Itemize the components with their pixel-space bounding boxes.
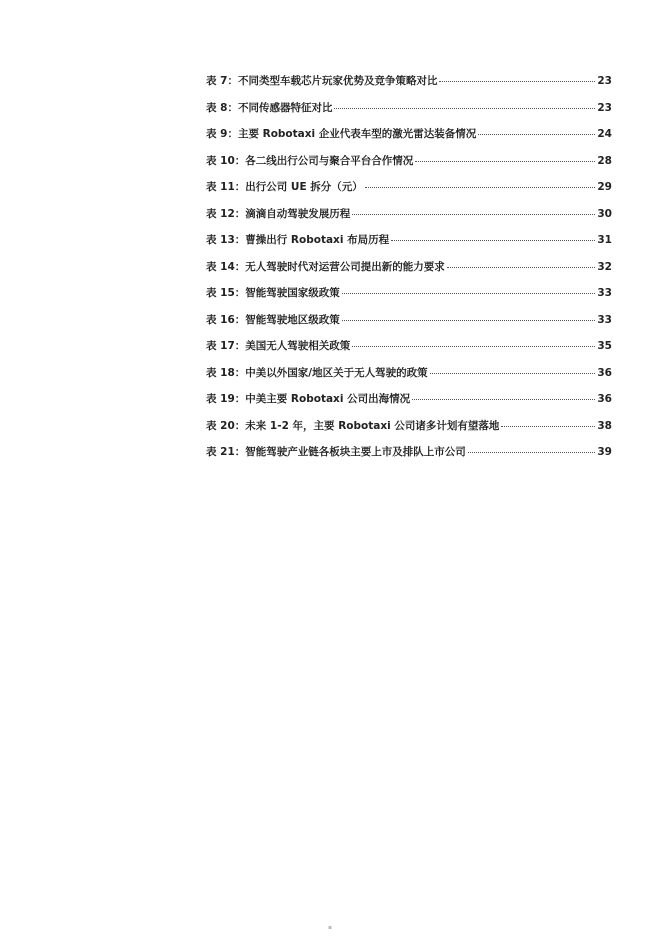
toc-entry-label: 表 8：不同传感器特征对比 bbox=[206, 101, 333, 114]
toc-entry-page: 23 bbox=[597, 75, 612, 87]
toc-entry-page: 35 bbox=[597, 340, 612, 352]
toc-entry-page: 29 bbox=[597, 181, 612, 193]
dot-leader bbox=[365, 187, 596, 188]
toc-entry-label: 表 11：出行公司 UE 拆分（元） bbox=[206, 181, 363, 193]
toc-entry-page: 33 bbox=[597, 287, 612, 299]
dot-leader bbox=[342, 320, 596, 321]
dot-leader bbox=[352, 346, 595, 347]
toc-entry-label: 表 17：美国无人驾驶相关政策 bbox=[206, 340, 351, 352]
toc-entry-page: 24 bbox=[597, 128, 612, 140]
toc-entry[interactable] bbox=[206, 126, 612, 153]
dot-leader bbox=[478, 134, 595, 135]
dot-leader bbox=[342, 293, 596, 294]
toc-entry[interactable] bbox=[206, 365, 612, 392]
dot-leader bbox=[501, 426, 595, 427]
dot-leader bbox=[447, 267, 596, 268]
toc-entry-page: 32 bbox=[597, 260, 612, 273]
toc-entry-label: 表 18：中美以外国家/地区关于无人驾驶的政策 bbox=[206, 366, 428, 379]
toc-entry-page: 23 bbox=[597, 101, 612, 114]
page-footer-mark: ▪ bbox=[328, 924, 333, 931]
toc-entry[interactable] bbox=[206, 418, 612, 445]
toc-entry[interactable] bbox=[206, 338, 612, 365]
toc-entry-label: 表 10：各二线出行公司与聚合平台合作情况 bbox=[206, 154, 414, 167]
toc-entry-label: 表 16：智能驾驶地区级政策 bbox=[206, 313, 340, 326]
toc-entry-label: 表 9：主要 Robotaxi 企业代表车型的激光雷达装备情况 bbox=[206, 128, 477, 140]
toc-entry-label: 表 14：无人驾驶时代对运营公司提出新的能力要求 bbox=[206, 260, 445, 273]
toc-entry-label: 表 20：未来 1-2 年，主要 Robotaxi 公司诸多计划有望落地 bbox=[206, 419, 500, 432]
toc-entry-label: 表 7：不同类型车载芯片玩家优势及竞争策略对比 bbox=[206, 75, 438, 87]
toc-entry[interactable] bbox=[206, 444, 612, 471]
dot-leader bbox=[391, 240, 595, 241]
dot-leader bbox=[468, 452, 596, 453]
toc-entry-label: 表 15：智能驾驶国家级政策 bbox=[206, 287, 340, 299]
dot-leader bbox=[430, 373, 596, 374]
toc-entry-page: 36 bbox=[597, 366, 612, 379]
dot-leader bbox=[334, 108, 595, 109]
toc-entry-page: 33 bbox=[597, 313, 612, 326]
toc-entry-page: 39 bbox=[597, 446, 612, 458]
toc-entry[interactable] bbox=[206, 179, 612, 206]
dot-leader bbox=[415, 161, 595, 162]
toc-entry[interactable] bbox=[206, 206, 612, 233]
table-of-tables bbox=[206, 73, 612, 471]
toc-entry[interactable] bbox=[206, 232, 612, 259]
toc-entry-page: 30 bbox=[597, 207, 612, 220]
dot-leader bbox=[352, 214, 595, 215]
toc-entry[interactable] bbox=[206, 285, 612, 312]
toc-entry-page: 31 bbox=[597, 234, 612, 246]
toc-entry[interactable] bbox=[206, 312, 612, 339]
toc-entry[interactable] bbox=[206, 73, 612, 100]
toc-entry-label: 表 19：中美主要 Robotaxi 公司出海情况 bbox=[206, 393, 411, 405]
dot-leader bbox=[439, 81, 595, 82]
toc-entry-page: 36 bbox=[597, 393, 612, 405]
toc-entry-label: 表 13：曹操出行 Robotaxi 布局历程 bbox=[206, 234, 390, 246]
toc-entry[interactable] bbox=[206, 391, 612, 418]
toc-entry-label: 表 21：智能驾驶产业链各板块主要上市及排队上市公司 bbox=[206, 446, 466, 458]
toc-entry-page: 38 bbox=[597, 419, 612, 432]
toc-entry[interactable] bbox=[206, 100, 612, 127]
toc-entry[interactable] bbox=[206, 153, 612, 180]
toc-entry-page: 28 bbox=[597, 154, 612, 167]
dot-leader bbox=[412, 399, 595, 400]
toc-entry[interactable] bbox=[206, 259, 612, 286]
toc-entry-label: 表 12：滴滴自动驾驶发展历程 bbox=[206, 207, 351, 220]
